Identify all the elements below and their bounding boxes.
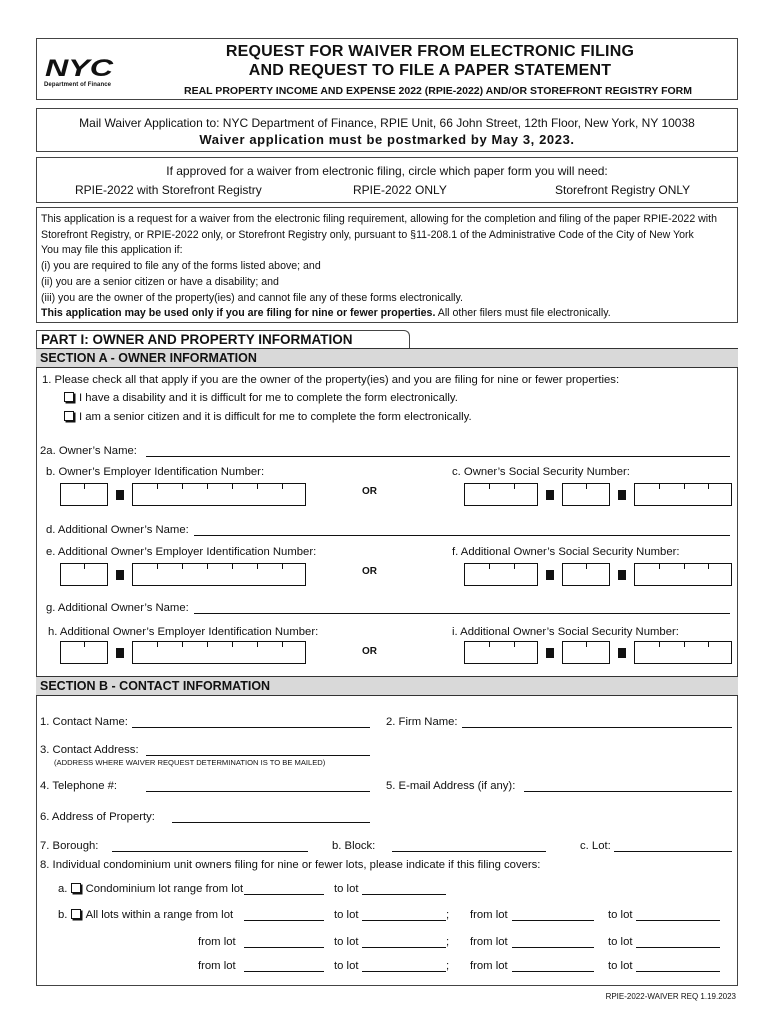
page-title-line2: AND REQUEST TO FILE A PAPER STATEMENT [248,62,612,79]
additional-owner-name-field[interactable] [194,613,730,614]
owner-name-label: 2a. Owner’s Name: [40,445,137,457]
condo-range-checkbox[interactable] [71,883,81,893]
from-lot-field[interactable] [244,971,324,972]
contact-name-field[interactable] [132,727,370,728]
ein-suffix-field[interactable] [132,563,306,586]
dash-mark [546,490,554,500]
all-lots-checkbox[interactable] [71,909,81,919]
part1-title: PART I: OWNER AND PROPERTY INFORMATION [36,330,410,348]
from-lot-field[interactable] [512,920,594,921]
lot-label: c. Lot: [580,840,611,852]
from-lot-label: from lot [470,960,508,972]
mail-address: Mail Waiver Application to: NYC Department of Finance, RPIE Unit, 66 John Street, 12th Floor, New York, NY 10038 [79,116,695,130]
to-lot-label: to lot [608,936,633,948]
form-choice-box [36,157,738,203]
dash-mark [618,648,626,658]
semicolon: ; [446,936,450,948]
disability-checkbox[interactable] [64,392,74,402]
from-lot-field[interactable] [244,894,324,895]
section-a-header: SECTION A - OWNER INFORMATION [36,348,738,368]
firm-name-label: 2. Firm Name: [386,716,458,728]
question-1: 1. Please check all that apply if you are the owner of the property(ies) and you are filing for nine or fewer properties: [42,374,620,386]
ssn-area-field[interactable] [464,483,538,506]
semicolon: ; [446,960,450,972]
all-lots-option [58,909,233,921]
email-field[interactable] [524,791,732,792]
telephone-label: 4. Telephone #: [40,780,118,792]
to-lot-field[interactable] [636,920,720,921]
dash-mark [546,570,554,580]
property-address-label: 6. Address of Property: [40,811,155,823]
additional-ssn-label: i. Additional Owner’s Social Security Number: [452,626,679,638]
to-lot-label: to lot [608,960,633,972]
question-8: 8. Individual condominium unit owners filing for nine or fewer lots, please indicate if this filing covers: [40,859,541,871]
intro-paragraph: This application is a request for a waiver from the electronic filing requirement, allowing for the completion and filing of the paper RPIE-2022 with Storefront Registry, or RPIE-2022 only, or Storefront Registry only, pursuant to §11-208.1 of the Administrative Code of the City of New York [41,213,717,241]
dash-mark [116,570,124,580]
option-rpie-with-storefront[interactable]: RPIE-2022 with Storefront Registry [75,183,262,197]
form-choice-title: If approved for a waiver from electronic filing, circle which paper form you will need: [166,164,608,178]
ein-prefix-field[interactable] [60,641,108,664]
additional-ein-label: e. Additional Owner’s Employer Identification Number: [46,546,317,558]
or-label: OR [362,486,377,497]
postmark-deadline: Waiver application must be postmarked by May 3, 2023. [199,132,575,147]
intro-eligibility: You may file this application if: [41,244,183,257]
firm-name-field[interactable] [462,727,732,728]
senior-option [64,411,472,423]
owner-name-field[interactable] [146,456,730,457]
option-a-label: a. [58,883,68,895]
to-lot-field[interactable] [362,947,446,948]
from-lot-label: from lot [198,936,236,948]
additional-ein-label: h. Additional Owner’s Employer Identification Number: [48,626,319,638]
to-lot-field[interactable] [636,947,720,948]
condo-range-option [58,883,243,895]
option-storefront-only[interactable]: Storefront Registry ONLY [555,183,691,197]
usage-note-tail: All other filers must file electronically. [435,307,611,320]
usage-note-bold: This application may be used only if you are filing for nine or fewer properties. [41,307,436,320]
usage-note [41,306,733,322]
from-lot-field[interactable] [512,947,594,948]
dash-mark [116,648,124,658]
option-rpie-only[interactable]: RPIE-2022 ONLY [353,183,447,197]
ssn-serial-field[interactable] [634,563,732,586]
ssn-serial-field[interactable] [634,641,732,664]
ein-prefix-field[interactable] [60,563,108,586]
ssn-group-field[interactable] [562,563,610,586]
semicolon: ; [446,909,450,921]
borough-field[interactable] [112,851,308,852]
or-label: OR [362,646,377,657]
ssn-serial-field[interactable] [634,483,732,506]
contact-address-label: 3. Contact Address: [40,744,139,756]
department-label: Department of Finance [44,82,112,88]
from-lot-label: from lot [470,909,508,921]
senior-label: I am a senior citizen and it is difficult for me to complete the form electronically. [79,411,472,423]
from-lot-field[interactable] [244,920,324,921]
email-label: 5. E-mail Address (if any): [386,780,516,792]
block-label: b. Block: [332,840,376,852]
to-lot-label: to lot [608,909,633,921]
borough-label: 7. Borough: [40,840,99,852]
telephone-field[interactable] [146,791,370,792]
contact-address-field[interactable] [146,755,370,756]
address-note: (ADDRESS WHERE WAIVER REQUEST DETERMINATION IS TO BE MAILED) [54,758,326,767]
dash-mark [116,490,124,500]
senior-checkbox[interactable] [64,411,74,421]
nyc-logo-mark [44,56,114,78]
intro-text-box [36,207,738,323]
from-lot-field[interactable] [512,971,594,972]
to-lot-label: to lot [334,909,359,921]
ein-prefix-field[interactable] [60,483,108,506]
ssn-group-field[interactable] [562,483,610,506]
from-lot-label: from lot [470,936,508,948]
to-lot-label: to lot [334,936,359,948]
section-b-header: SECTION B - CONTACT INFORMATION [36,676,738,696]
dash-mark [618,490,626,500]
condo-range-label: Condominium lot range from lot [85,883,244,895]
additional-ssn-label: f. Additional Owner’s Social Security Number: [452,546,680,558]
block-field[interactable] [392,851,546,852]
contact-name-label: 1. Contact Name: [40,716,128,728]
property-address-field[interactable] [172,822,370,823]
svg-text:NYC: NYC [45,56,114,78]
dash-mark [546,648,554,658]
from-lot-label: from lot [198,960,236,972]
to-lot-field[interactable] [362,920,446,921]
to-lot-field[interactable] [362,971,446,972]
additional-owner-name-label: d. Additional Owner’s Name: [46,524,189,536]
ein-suffix-field[interactable] [132,641,306,664]
mail-instructions-box [36,108,738,152]
ein-suffix-field[interactable] [132,483,306,506]
ssn-area-field[interactable] [464,563,538,586]
form-footer-code: RPIE-2022-WAIVER REQ 1.19.2023 [605,992,736,1001]
from-lot-field[interactable] [244,947,324,948]
eligibility-item: (ii) you are a senior citizen or have a disability; and [41,275,279,288]
disability-option [64,392,458,404]
to-lot-field[interactable] [636,971,720,972]
page-title-line1: REQUEST FOR WAIVER FROM ELECTRONIC FILING [225,43,635,60]
additional-owner-name-field[interactable] [194,535,730,536]
eligibility-item: (iii) you are the owner of the property(ies) and cannot file any of these forms electronically. [41,291,463,304]
lot-field[interactable] [614,851,732,852]
eligibility-item: (i) you are required to file any of the forms listed above; and [41,260,321,273]
disability-label: I have a disability and it is difficult for me to complete the form electronically. [79,392,458,404]
or-label: OR [362,566,377,577]
nyc-logo [44,56,116,88]
ssn-group-field[interactable] [562,641,610,664]
additional-owner-name-label: g. Additional Owner’s Name: [46,602,189,614]
ssn-label: c. Owner’s Social Security Number: [452,466,630,478]
to-lot-label: to lot [334,960,359,972]
page-subtitle: REAL PROPERTY INCOME AND EXPENSE 2022 (RPIE-2022) AND/OR STOREFRONT REGISTRY FORM [184,85,692,97]
to-lot-field[interactable] [362,894,446,895]
ssn-area-field[interactable] [464,641,538,664]
option-b-label: b. [58,909,68,921]
dash-mark [618,570,626,580]
ein-label: b. Owner’s Employer Identification Number: [46,466,265,478]
to-lot-label: to lot [334,883,359,895]
all-lots-label: All lots within a range from lot [85,909,234,921]
